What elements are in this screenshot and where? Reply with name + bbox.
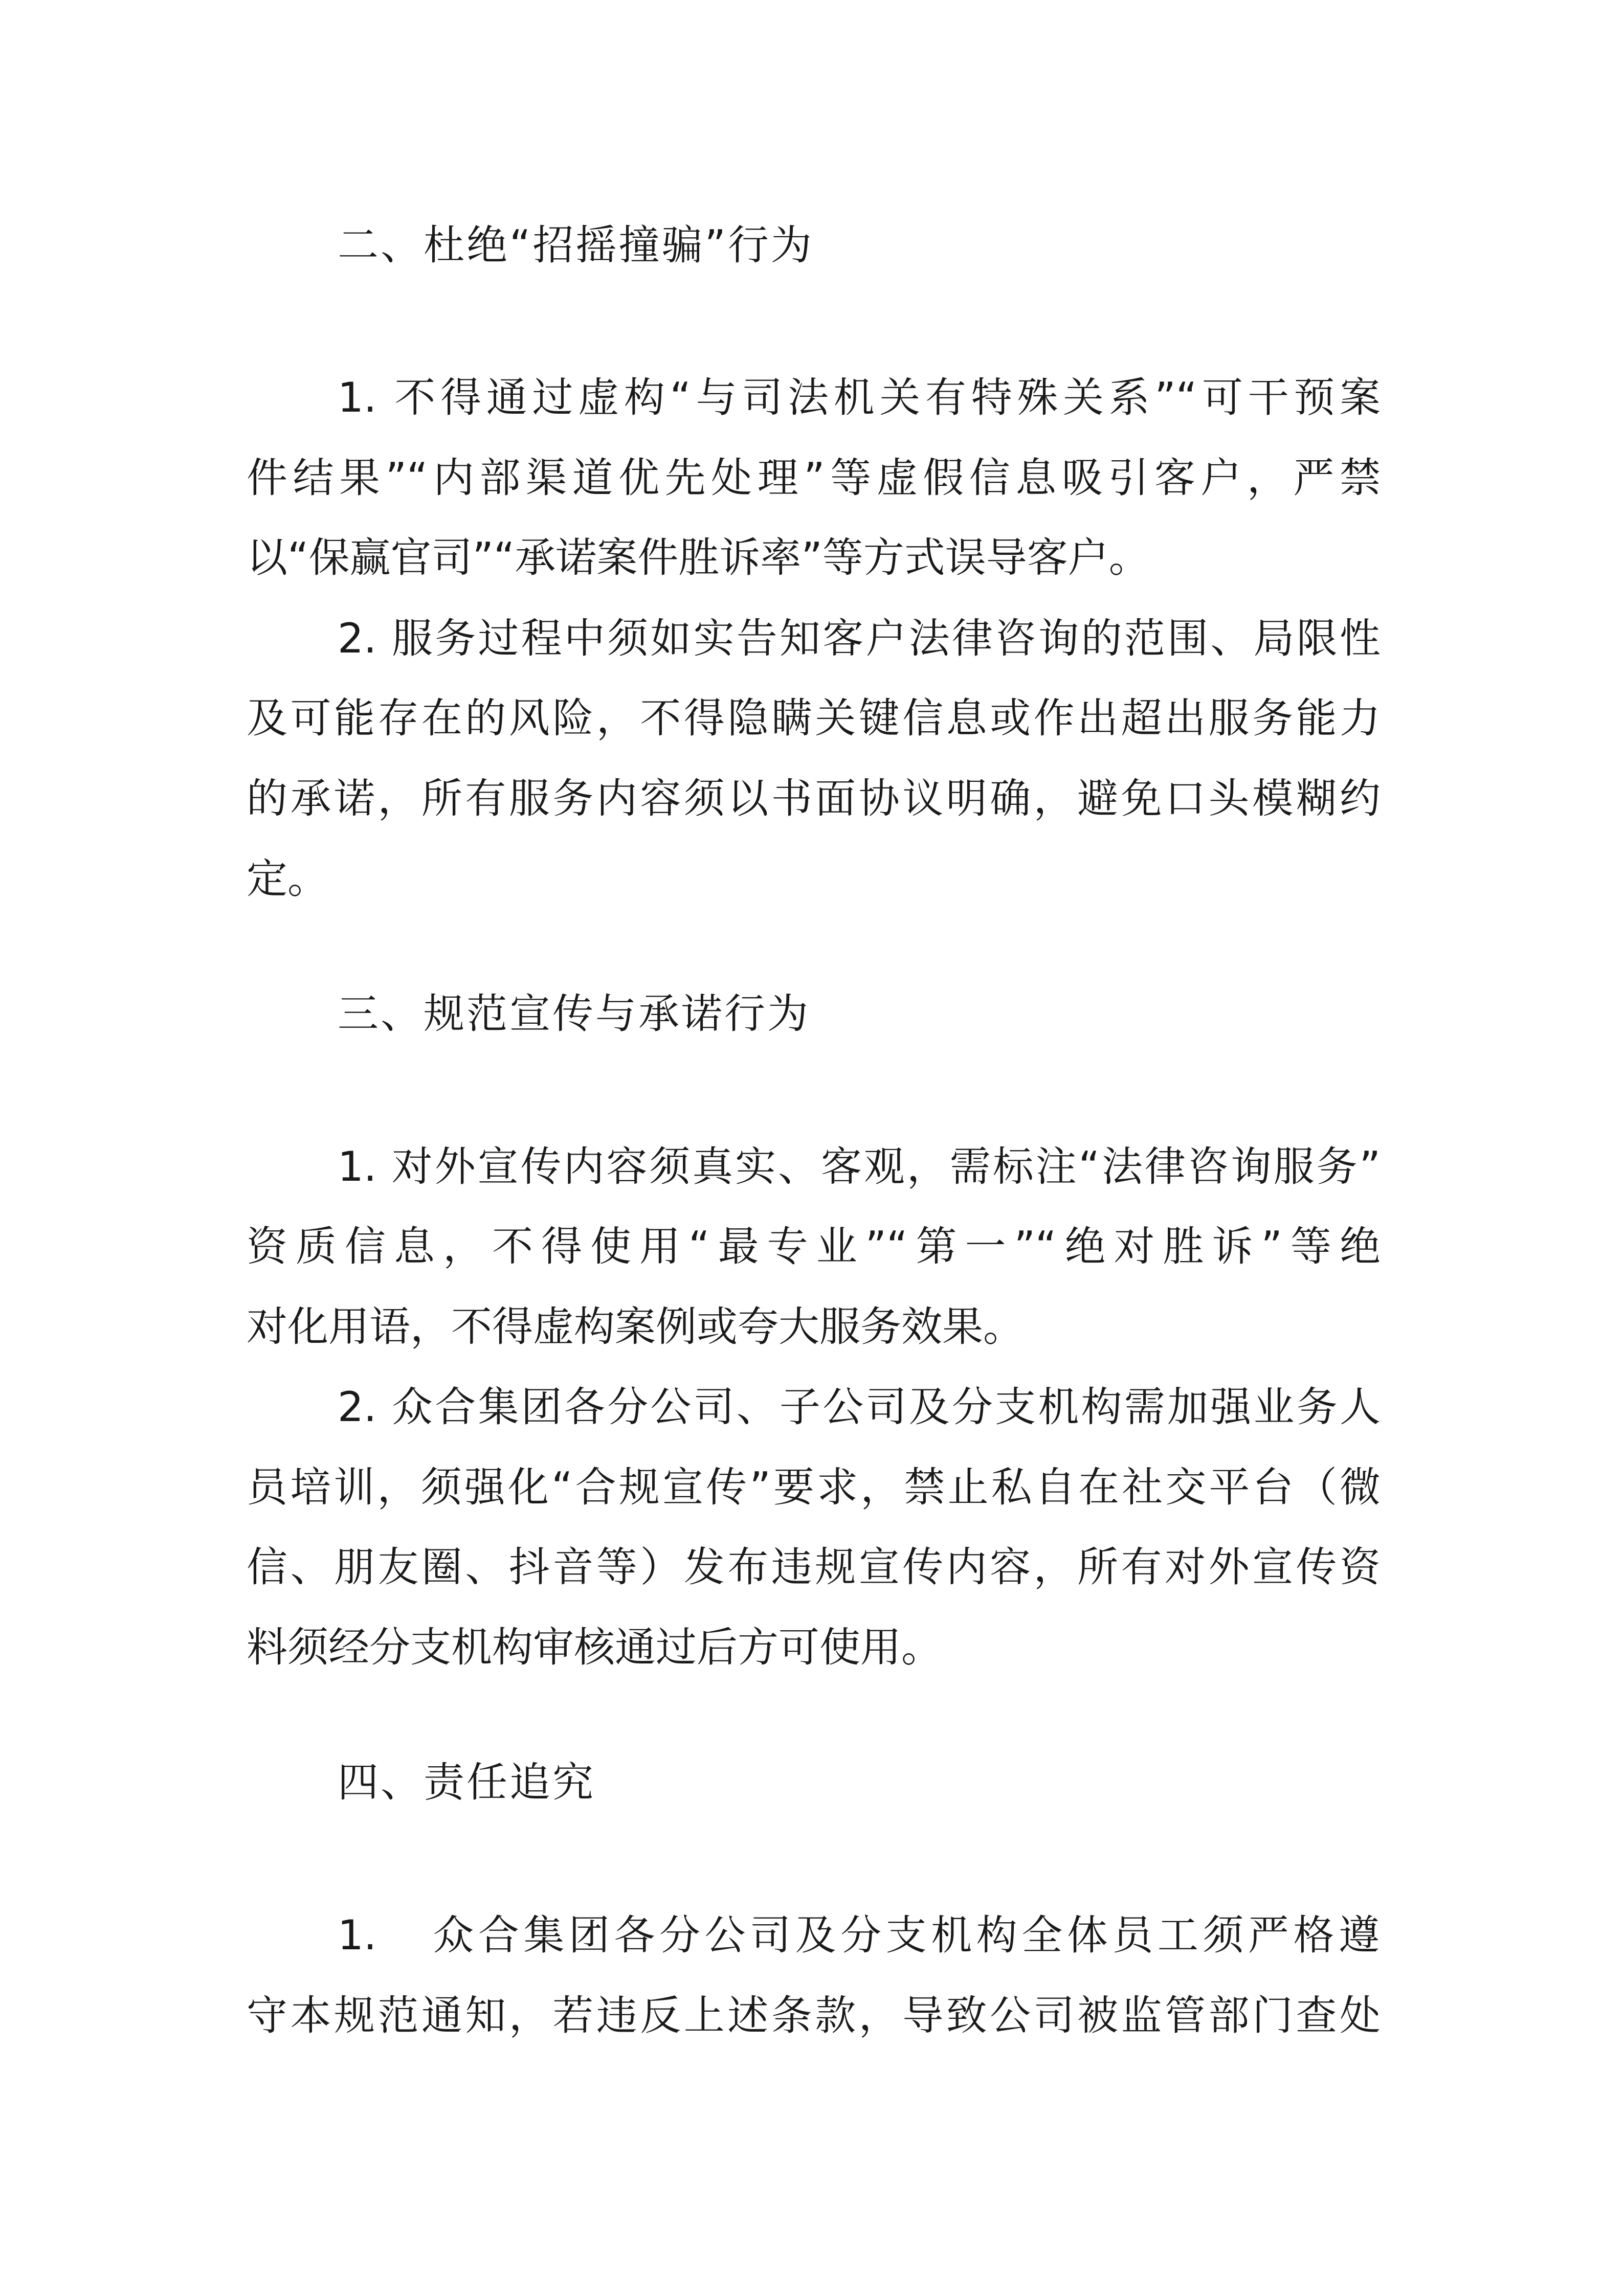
paragraph-line: 资质信息，不得使用“最专业”“第一”“绝对胜诉”等绝	[247, 1223, 1381, 1270]
paragraph-line: 1. 对外宣传内容须真实、客观，需标注“法律咨询服务”	[338, 1143, 1381, 1190]
paragraph-line: 定。	[247, 855, 328, 903]
paragraph-line: 信、朋友圈、抖音等）发布违规宣传内容，所有对外宣传资	[247, 1543, 1381, 1591]
paragraph-line: 及可能存在的风险，不得隐瞒关键信息或作出超出服务能力	[247, 694, 1381, 742]
paragraph-line: 1. 不得通过虚构“与司法机关有特殊关系”“可干预案	[338, 374, 1381, 421]
paragraph-line: 以“保赢官司”“承诺案件胜诉率”等方式误导客户。	[247, 534, 1150, 581]
paragraph-line: 对化用语，不得虚构案例或夸大服务效果。	[247, 1303, 1024, 1350]
paragraph-line: 件结果”“内部渠道优先处理”等虚假信息吸引客户，严禁	[247, 454, 1381, 502]
section-heading-4: 四、责任追究	[338, 1759, 595, 1806]
paragraph-line: 的承诺，所有服务内容须以书面协议明确，避免口头模糊约	[247, 775, 1381, 822]
paragraph-line: 众合集团各分公司及分支机构全体员工须严格遵	[433, 1911, 1381, 1959]
numbered-line	[338, 1911, 1381, 1960]
item-number: 1.	[338, 1911, 377, 1959]
section-heading-3: 三、规范宣传与承诺行为	[338, 990, 810, 1038]
paragraph-line: 守本规范通知，若违反上述条款，导致公司被监管部门查处	[247, 1992, 1381, 2039]
section-heading-2: 二、杜绝“招摇撞骗”行为	[338, 221, 814, 269]
paragraph-line: 料须经分支机构审核通过后方可使用。	[247, 1624, 942, 1671]
paragraph-line: 员培训，须强化“合规宣传”要求，禁止私自在社交平台（微	[247, 1464, 1381, 1511]
number-gap	[376, 1911, 433, 1960]
paragraph-line: 2. 众合集团各分公司、子公司及分支机构需加强业务人	[338, 1383, 1381, 1431]
paragraph-line: 2. 服务过程中须如实告知客户法律咨询的范围、局限性	[338, 615, 1381, 662]
